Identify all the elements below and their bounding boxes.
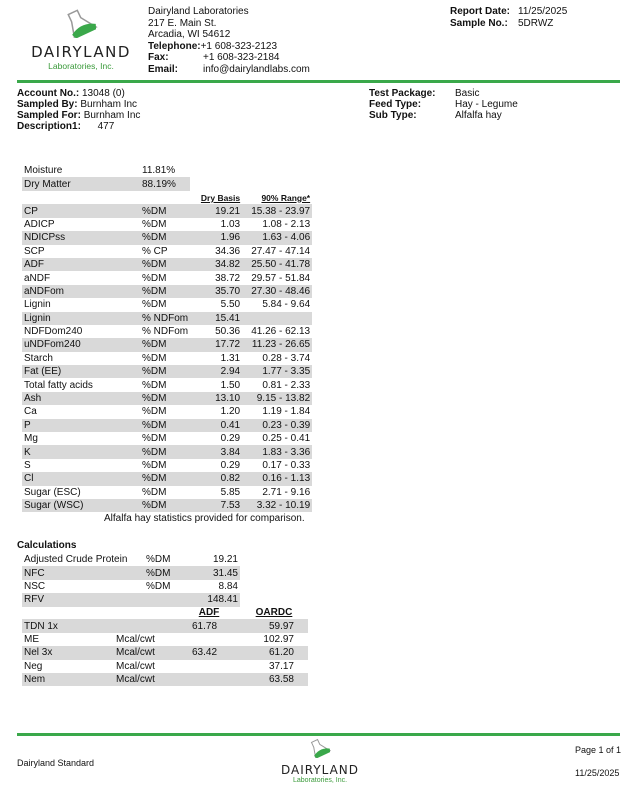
table-row: [22, 660, 308, 673]
row-unit: % NDFom: [142, 312, 189, 324]
row-unit: [114, 619, 178, 632]
row-adf: [178, 633, 240, 646]
row-value: 35.70: [190, 285, 242, 298]
row-oardc: 59.97: [240, 619, 308, 632]
row-name: SCP: [24, 245, 45, 257]
row-name: RFV: [22, 593, 144, 606]
row-value: 1.03: [220, 218, 241, 230]
row-name: aNDF: [24, 272, 51, 284]
row-name: Ca: [24, 406, 37, 418]
table-row: [22, 499, 312, 512]
row-unit: %DM: [140, 285, 190, 298]
row-unit: %DM: [140, 338, 190, 351]
row-name: K: [22, 445, 140, 458]
row-unit: %DM: [140, 499, 190, 512]
row-name: uNDFom240: [22, 338, 140, 351]
table-row: [22, 204, 312, 217]
sampled-by-label: Sampled By:: [17, 99, 78, 110]
table-row: [22, 432, 312, 445]
flask-icon: [63, 8, 99, 38]
feed-type-label: Feed Type:: [369, 99, 422, 110]
row-range: 3.32 - 10.19: [242, 499, 312, 512]
analysis-table: [22, 191, 312, 512]
header-divider: [17, 80, 620, 83]
row-name: CP: [22, 204, 140, 217]
row-range: 1.77 - 3.35: [242, 365, 312, 378]
row-unit: %DM: [140, 419, 190, 432]
calculations-table: [22, 553, 240, 607]
row-value: 38.72: [215, 272, 241, 284]
row-value: 11.81%: [142, 165, 176, 177]
row-unit: %DM: [140, 231, 190, 244]
row-value: 2.94: [190, 365, 242, 378]
row-unit: % NDFom: [142, 326, 189, 338]
description-value: 477: [97, 121, 115, 132]
lab-info: [148, 6, 310, 76]
row-value: 8.84: [218, 580, 238, 592]
row-unit: %DM: [144, 566, 190, 579]
footer-divider: [17, 733, 620, 736]
account-label: Account No.:: [17, 88, 80, 99]
table-row: [22, 580, 240, 593]
report-info: [450, 6, 567, 29]
calculations-title: Calculations: [17, 540, 77, 551]
row-range: 15.38 - 23.97: [242, 204, 312, 217]
row-range: 11.23 - 26.65: [242, 338, 312, 351]
row-oardc: 102.97: [263, 633, 294, 645]
telephone-label: Telephone:: [148, 40, 201, 52]
flask-icon: [308, 738, 332, 758]
row-value: 17.72: [190, 338, 242, 351]
table-row: [22, 459, 312, 472]
row-range: 25.50 - 41.78: [242, 258, 312, 271]
row-value: 5.50: [220, 299, 241, 311]
row-unit: %DM: [142, 406, 167, 418]
row-range: 0.28 - 3.74: [262, 352, 311, 364]
table-row: [22, 271, 312, 284]
row-value: 7.53: [190, 499, 242, 512]
table-row: [22, 633, 308, 646]
row-name: Sugar (ESC): [24, 486, 81, 498]
energy-table: [22, 606, 308, 686]
row-name: ADF: [22, 258, 140, 271]
row-range: 2.71 - 9.16: [262, 486, 311, 498]
adf-header: ADF: [198, 607, 220, 619]
row-range: [242, 312, 312, 325]
row-unit: %DM: [140, 392, 190, 405]
row-value: 1.20: [220, 406, 241, 418]
row-unit: Mcal/cwt: [114, 646, 178, 659]
footer-standard: Dairyland Standard: [17, 758, 95, 768]
dry-basis-header: Dry Basis: [200, 192, 241, 203]
row-name: Cl: [22, 472, 140, 485]
row-unit: %DM: [140, 445, 190, 458]
row-oardc: 61.20: [240, 646, 308, 659]
row-value: 5.85: [220, 486, 241, 498]
row-unit: %DM: [142, 486, 167, 498]
row-value: 34.82: [190, 258, 242, 271]
sampled-for-value: Burnham Inc: [83, 110, 141, 121]
row-unit: %DM: [142, 379, 167, 391]
row-value: 0.41: [190, 419, 242, 432]
row-range: 5.84 - 9.64: [262, 299, 311, 311]
row-value: 19.21: [212, 554, 238, 566]
test-package-label: Test Package:: [369, 88, 436, 99]
moisture-table: [22, 164, 190, 191]
row-range: 27.47 - 47.14: [251, 245, 311, 257]
report-date-label: Report Date:: [450, 6, 511, 17]
row-name: Dry Matter: [22, 177, 140, 190]
row-name: Nel 3x: [22, 646, 114, 659]
table-row: [22, 673, 308, 686]
row-value: 148.41: [190, 593, 240, 606]
row-name: Lignin: [24, 299, 51, 311]
lab-street: 217 E. Main St.: [148, 17, 217, 29]
sampled-by-value: Burnham Inc: [80, 99, 138, 110]
row-range: 0.16 - 1.13: [242, 472, 312, 485]
row-name: Starch: [24, 352, 53, 364]
row-range: 0.81 - 2.33: [262, 379, 311, 391]
row-unit: %DM: [142, 272, 167, 284]
row-adf: 61.78: [178, 619, 240, 632]
row-unit: %DM: [142, 299, 167, 311]
row-unit: %DM: [142, 352, 167, 364]
sampled-for-label: Sampled For:: [17, 110, 81, 121]
table-row: [22, 378, 312, 391]
row-value: 0.82: [190, 472, 242, 485]
description-label: Description1:: [17, 121, 81, 132]
table-row: [22, 646, 308, 659]
row-name: S: [24, 460, 31, 471]
row-name: Total fatty acids: [24, 379, 93, 391]
row-name: Mg: [24, 433, 38, 445]
row-unit: Mcal/cwt: [114, 673, 178, 686]
row-name: Nem: [22, 673, 114, 686]
row-unit: Mcal/cwt: [116, 660, 155, 672]
table-row: [22, 365, 312, 378]
row-value: 34.36: [215, 245, 241, 257]
row-name: ADICP: [24, 218, 55, 230]
telephone-value: +1 608-323-2123: [200, 40, 278, 52]
row-name: P: [22, 419, 140, 432]
fax-label: Fax:: [148, 52, 169, 64]
range-header: 90% Range*: [261, 192, 311, 203]
sample-no-label: Sample No.:: [450, 17, 508, 29]
row-name: TDN 1x: [22, 619, 114, 632]
table-row: [22, 177, 190, 190]
table-row: [22, 312, 312, 325]
row-name: Neg: [24, 660, 43, 672]
table-row: [22, 405, 312, 418]
sample-no-value: 5DRWZ: [518, 17, 554, 29]
sub-type-value: Alfalfa hay: [455, 110, 502, 121]
row-range: 1.63 - 4.06: [242, 231, 312, 244]
email-link[interactable]: info@dairylandlabs.com: [203, 63, 310, 75]
row-value: 1.31: [220, 352, 241, 364]
row-name: ME: [24, 633, 39, 645]
row-name: NSC: [24, 580, 46, 592]
table-row: [22, 566, 240, 579]
row-name: Fat (EE): [22, 365, 140, 378]
lab-city: Arcadia, WI 54612: [148, 29, 231, 41]
table-row: [22, 245, 312, 258]
row-range: 27.30 - 48.46: [242, 285, 312, 298]
row-unit: %DM: [142, 433, 167, 445]
comparison-note: Alfalfa hay statistics provided for comparison.: [104, 513, 305, 524]
row-value: 88.19%: [140, 177, 190, 190]
table-row: [22, 392, 312, 405]
table-row: [22, 258, 312, 271]
row-adf: 63.42: [178, 646, 240, 659]
feed-type-value: Hay - Legume: [455, 99, 518, 110]
row-unit: %DM: [142, 218, 167, 230]
table-row: [22, 338, 312, 351]
logo-subtitle: Laboratories, Inc.: [48, 61, 114, 71]
row-range: 0.17 - 0.33: [262, 460, 311, 471]
fax-value: +1 608-323-2184: [203, 52, 280, 64]
table-row: [22, 352, 312, 365]
table-row: [22, 445, 312, 458]
test-package-value: Basic: [455, 88, 480, 99]
row-value: 31.45: [190, 566, 240, 579]
row-name: aNDFom: [22, 285, 140, 298]
row-value: 1.96: [190, 231, 242, 244]
row-range: 1.08 - 2.13: [262, 218, 311, 230]
report-date-value: 11/25/2025: [518, 6, 568, 17]
row-value: 50.36: [215, 326, 241, 338]
row-value: 0.29: [220, 433, 241, 445]
row-oardc: 37.17: [268, 660, 294, 672]
row-unit: %DM: [146, 580, 171, 592]
row-unit: %DM: [142, 460, 167, 471]
row-adf: [178, 673, 240, 686]
footer-date: 11/25/2025: [575, 768, 620, 778]
logo-subtitle: Laboratories, Inc.: [292, 777, 348, 784]
row-unit: %DM: [140, 365, 190, 378]
table-row: [22, 486, 312, 499]
logo-word: DAIRYLAND: [31, 43, 131, 61]
row-value: 15.41: [190, 312, 242, 325]
row-range: 1.19 - 1.84: [262, 406, 311, 418]
row-unit: %DM: [140, 258, 190, 271]
table-row: [22, 218, 312, 231]
row-value: 19.21: [190, 204, 242, 217]
row-unit: % CP: [142, 245, 168, 257]
row-value: 3.84: [190, 445, 242, 458]
sub-type-label: Sub Type:: [369, 110, 417, 121]
table-row: [22, 472, 312, 485]
lab-name: Dairyland Laboratories: [148, 6, 249, 17]
row-unit: %DM: [146, 554, 171, 566]
row-range: 29.57 - 51.84: [251, 272, 311, 284]
table-row: [22, 231, 312, 244]
table-row: [22, 325, 312, 338]
oardc-header: OARDC: [255, 607, 293, 619]
row-name: Moisture: [24, 165, 63, 177]
footer-logo: [275, 738, 365, 784]
email-label: Email:: [148, 63, 179, 75]
row-range: 0.25 - 0.41: [262, 433, 311, 445]
table-row: [22, 593, 240, 606]
row-oardc: 63.58: [240, 673, 308, 686]
row-unit: Mcal/cwt: [116, 633, 155, 645]
table-row: [22, 553, 240, 566]
row-value: 13.10: [190, 392, 242, 405]
row-name: Lignin: [22, 312, 140, 325]
account-info: [17, 88, 140, 132]
row-range: 0.23 - 0.39: [242, 419, 312, 432]
dairyland-logo: [27, 8, 135, 71]
row-range: 1.83 - 3.36: [242, 445, 312, 458]
row-adf: [178, 660, 240, 673]
row-name: NFC: [22, 566, 144, 579]
row-unit: %DM: [140, 204, 190, 217]
row-name: Ash: [22, 392, 140, 405]
row-range: 41.26 - 62.13: [251, 326, 311, 338]
row-unit: [144, 593, 190, 606]
row-value: 0.29: [220, 460, 241, 471]
row-range: 9.15 - 13.82: [242, 392, 312, 405]
table-row: [22, 285, 312, 298]
row-name: Sugar (WSC): [22, 499, 140, 512]
package-info: [369, 88, 518, 121]
account-value: 13048 (0): [82, 88, 125, 99]
row-name: NDFDom240: [24, 326, 83, 338]
page-number: Page 1 of 1: [575, 745, 622, 755]
table-row: [22, 298, 312, 311]
table-row: [22, 164, 190, 177]
row-name: NDICPss: [22, 231, 140, 244]
table-row: [22, 419, 312, 432]
logo-word: DAIRYLAND: [280, 763, 360, 777]
table-row: [22, 619, 308, 632]
row-value: 1.50: [220, 379, 241, 391]
row-unit: %DM: [140, 472, 190, 485]
row-name: Adjusted Crude Protein: [24, 554, 128, 566]
